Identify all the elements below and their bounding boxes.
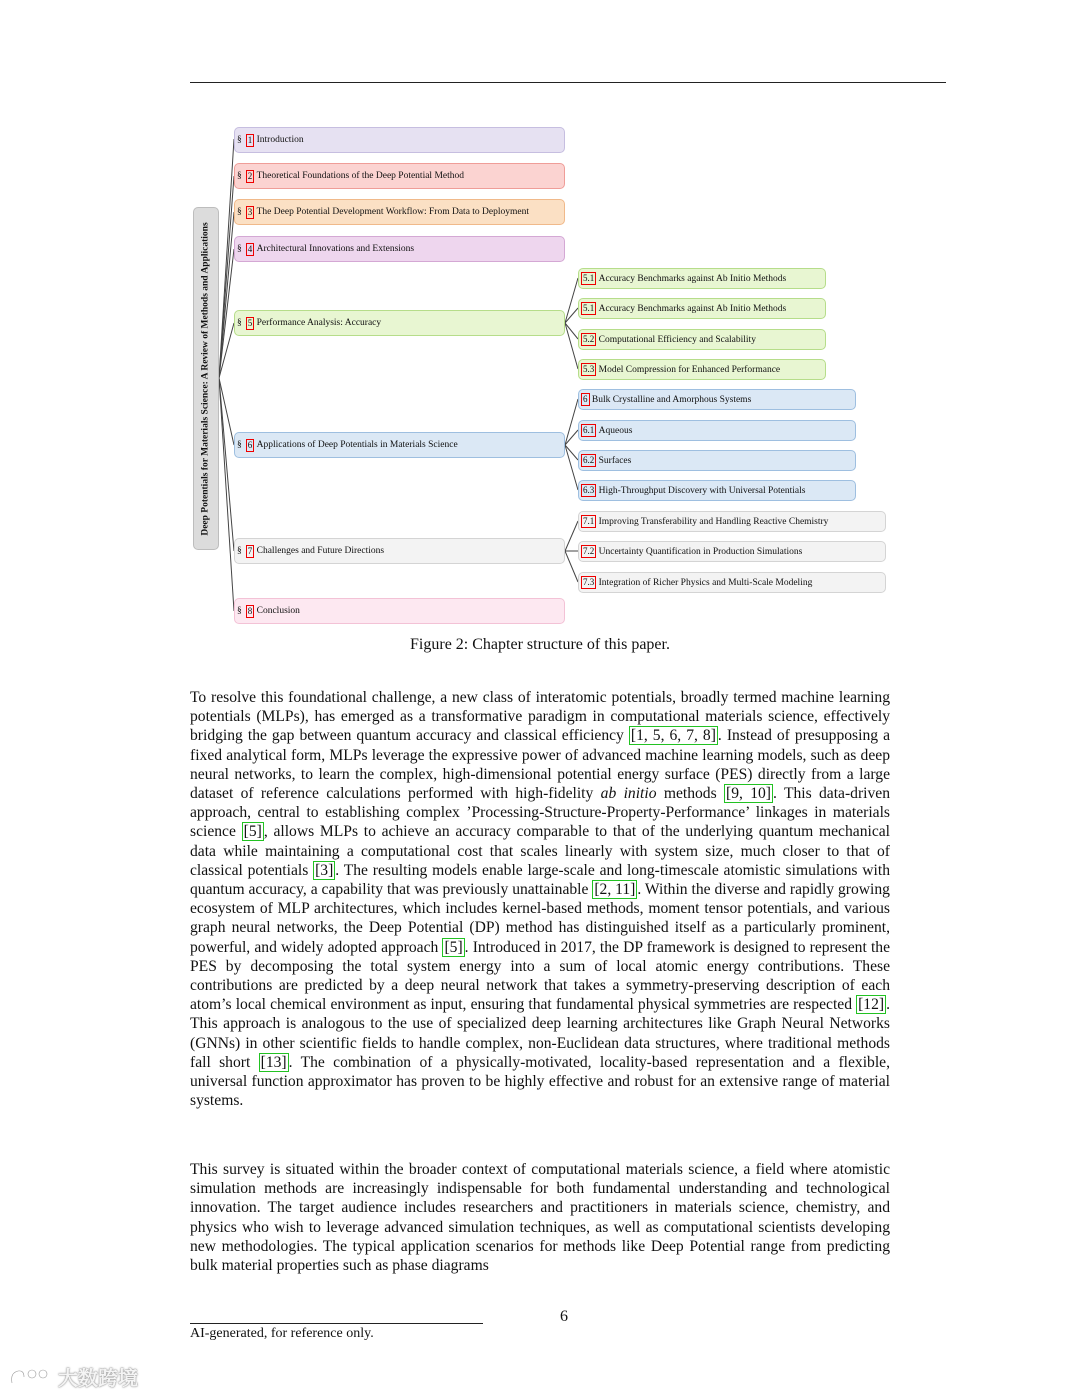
section-node-1: § 1 Introduction	[234, 127, 565, 153]
citation-link[interactable]: [13]	[260, 1053, 287, 1071]
section-ref[interactable]: 7	[247, 545, 253, 556]
figure-root-label: Deep Potentials for Materials Science: A Review of Methods and Applications	[193, 207, 219, 550]
citation-link[interactable]: [3]	[315, 861, 334, 879]
section-ref[interactable]: 5	[247, 317, 253, 328]
paragraph-mlp-intro: To resolve this foundational challenge, a new class of interatomic potentials, broadly termed machine learning potentials (MLPs), has emerged as a transformative paradigm in computational materials science, effectively bridging the gap between quantum accuracy and classical efficiency [1, 5, 6, 7, 8] . Instead of presupposing a fixed analytical form, MLPs leverage the expressive power of advanced machine learning models, such as deep neural networks, to learn the complex, high-dimensional potential energy surface (PES) directly from a large dataset of reference calculations performed with high-fidelity ab initio methods [9, 10] . This data-driven approach, central to establishing complex ’Processing-Structure-Property-Performance’ linkages in materials science [5] , allows MLPs to achieve an accuracy comparable to that of the underlying quantum mechanical data while maintaining a computational cost that scales linearly with system size, much closer to that of classical potentials [3] . The resulting models enable large-scale and long-timescale atomistic simulations with quantum accuracy, a capability that was previously unattainable [2, 11] . Within the diverse and rapidly growing ecosystem of MLP architectures, which includes kernel-based methods, moment tensor potentials, and various graph neural networks, the Deep Potential (DP) method has distinguished itself as a particularly prominent, powerful, and widely adopted approach [5] . Introduced in 2017, the DP framework is designed to represent the PES by decomposing the total system energy into a sum of local atomic energy contributions. These contributions are predicted by a deep neural network that takes a symmetry-preserving description of each atom’s local chemical environment as input, ensuring that fundamental physical symmetries are respected [12] . This approach is analogous to the use of specialized deep learning architectures like Graph Neural Networks (GNNs) in other scientific fields to handle complex, non-Euclidean data structures, where traditional methods fall short [13] . The combination of a physically-motivated, locality-based representation and a flexible, universal function approximator has proven to be highly effective and robust for an extensive range of material systems.	[190, 689, 891, 1110]
section-node-3: § 3 The Deep Potential Development Workflow: From Data to Deployment	[234, 199, 565, 225]
section-node-2: § 2 Theoretical Foundations of the Deep Potential Method	[234, 163, 565, 189]
watermark-logo-icon	[8, 1365, 52, 1389]
subsection-node-5-1a: 5.1 Accuracy Benchmarks against Ab Initio Methods	[578, 268, 826, 289]
watermark: 大数跨境	[8, 1362, 138, 1391]
header-rule	[190, 82, 946, 83]
section-ref[interactable]: 3	[247, 206, 253, 217]
section-node-7: § 7 Challenges and Future Directions	[234, 538, 565, 564]
citation-link[interactable]: [5]	[243, 823, 262, 841]
citation-link[interactable]: [9, 10]	[726, 785, 772, 803]
citation-link[interactable]: [1, 5, 6, 7, 8]	[630, 727, 716, 745]
subsection-ref[interactable]: 7.3	[583, 577, 595, 587]
footnote: AI-generated, for reference only.	[190, 1326, 374, 1341]
section-node-5: § 5 Performance Analysis: Accuracy	[234, 310, 565, 336]
page-number: 6	[560, 1308, 568, 1325]
subsection-ref[interactable]: 5.1	[583, 273, 595, 283]
subsection-ref[interactable]: 6	[583, 394, 588, 404]
subsection-node-6-2: 6.2 Surfaces	[578, 450, 856, 471]
paragraph-survey-context: This survey is situated within the broader context of computational materials science, a field where atomistic simulation methods are increasingly indispensable for both fundamental understanding and technological innovation. The target audience includes researchers and practitioners in materials science, chemistry, and physics who wish to leverage advanced simulation techniques, as well as computational scientists developing new methodologies. The typical application scenarios for methods like Deep Potential range from predicting bulk material properties such as phase diagrams	[190, 1161, 890, 1275]
citation-link[interactable]: [5]	[444, 938, 463, 956]
footnote-rule	[190, 1323, 483, 1324]
subsection-node-5-3: 5.3 Model Compression for Enhanced Performance	[578, 359, 826, 380]
section-ref[interactable]: 1	[247, 134, 253, 145]
subsection-ref[interactable]: 6.3	[583, 485, 595, 495]
subsection-ref[interactable]: 5.3	[583, 364, 595, 374]
subsection-node-6: 6 Bulk Crystalline and Amorphous Systems	[578, 389, 856, 410]
subsection-node-6-3: 6.3 High-Throughput Discovery with Universal Potentials	[578, 480, 856, 501]
section-node-6: § 6 Applications of Deep Potentials in Materials Science	[234, 432, 565, 458]
subsection-node-7-1: 7.1 Improving Transferability and Handling Reactive Chemistry	[578, 511, 886, 532]
section-ref[interactable]: 8	[247, 605, 253, 616]
citation-link[interactable]: [12]	[858, 996, 885, 1014]
subsection-node-5-2: 5.2 Computational Efficiency and Scalability	[578, 329, 826, 350]
subsection-ref[interactable]: 6.1	[583, 425, 595, 435]
section-ref[interactable]: 4	[247, 243, 253, 254]
subsection-node-6-1: 6.1 Aqueous	[578, 420, 856, 441]
subsection-node-7-3: 7.3 Integration of Richer Physics and Multi-Scale Modeling	[578, 572, 886, 593]
subsection-ref[interactable]: 7.2	[583, 546, 595, 556]
section-ref[interactable]: 6	[247, 439, 253, 450]
section-ref[interactable]: 2	[247, 170, 253, 181]
subsection-node-7-2: 7.2 Uncertainty Quantification in Production Simulations	[578, 541, 886, 562]
subsection-ref[interactable]: 5.2	[583, 334, 595, 344]
figure-caption: Figure 2: Chapter structure of this paper.	[410, 636, 670, 653]
subsection-ref[interactable]: 7.1	[583, 516, 595, 526]
section-node-8: § 8 Conclusion	[234, 598, 565, 624]
subsection-node-5-1b: 5.1 Accuracy Benchmarks against Ab Initio Methods	[578, 298, 826, 319]
citation-link[interactable]: [2, 11]	[594, 881, 636, 899]
subsection-ref[interactable]: 5.1	[583, 303, 595, 313]
section-node-4: § 4 Architectural Innovations and Extensions	[234, 236, 565, 262]
subsection-ref[interactable]: 6.2	[583, 455, 595, 465]
